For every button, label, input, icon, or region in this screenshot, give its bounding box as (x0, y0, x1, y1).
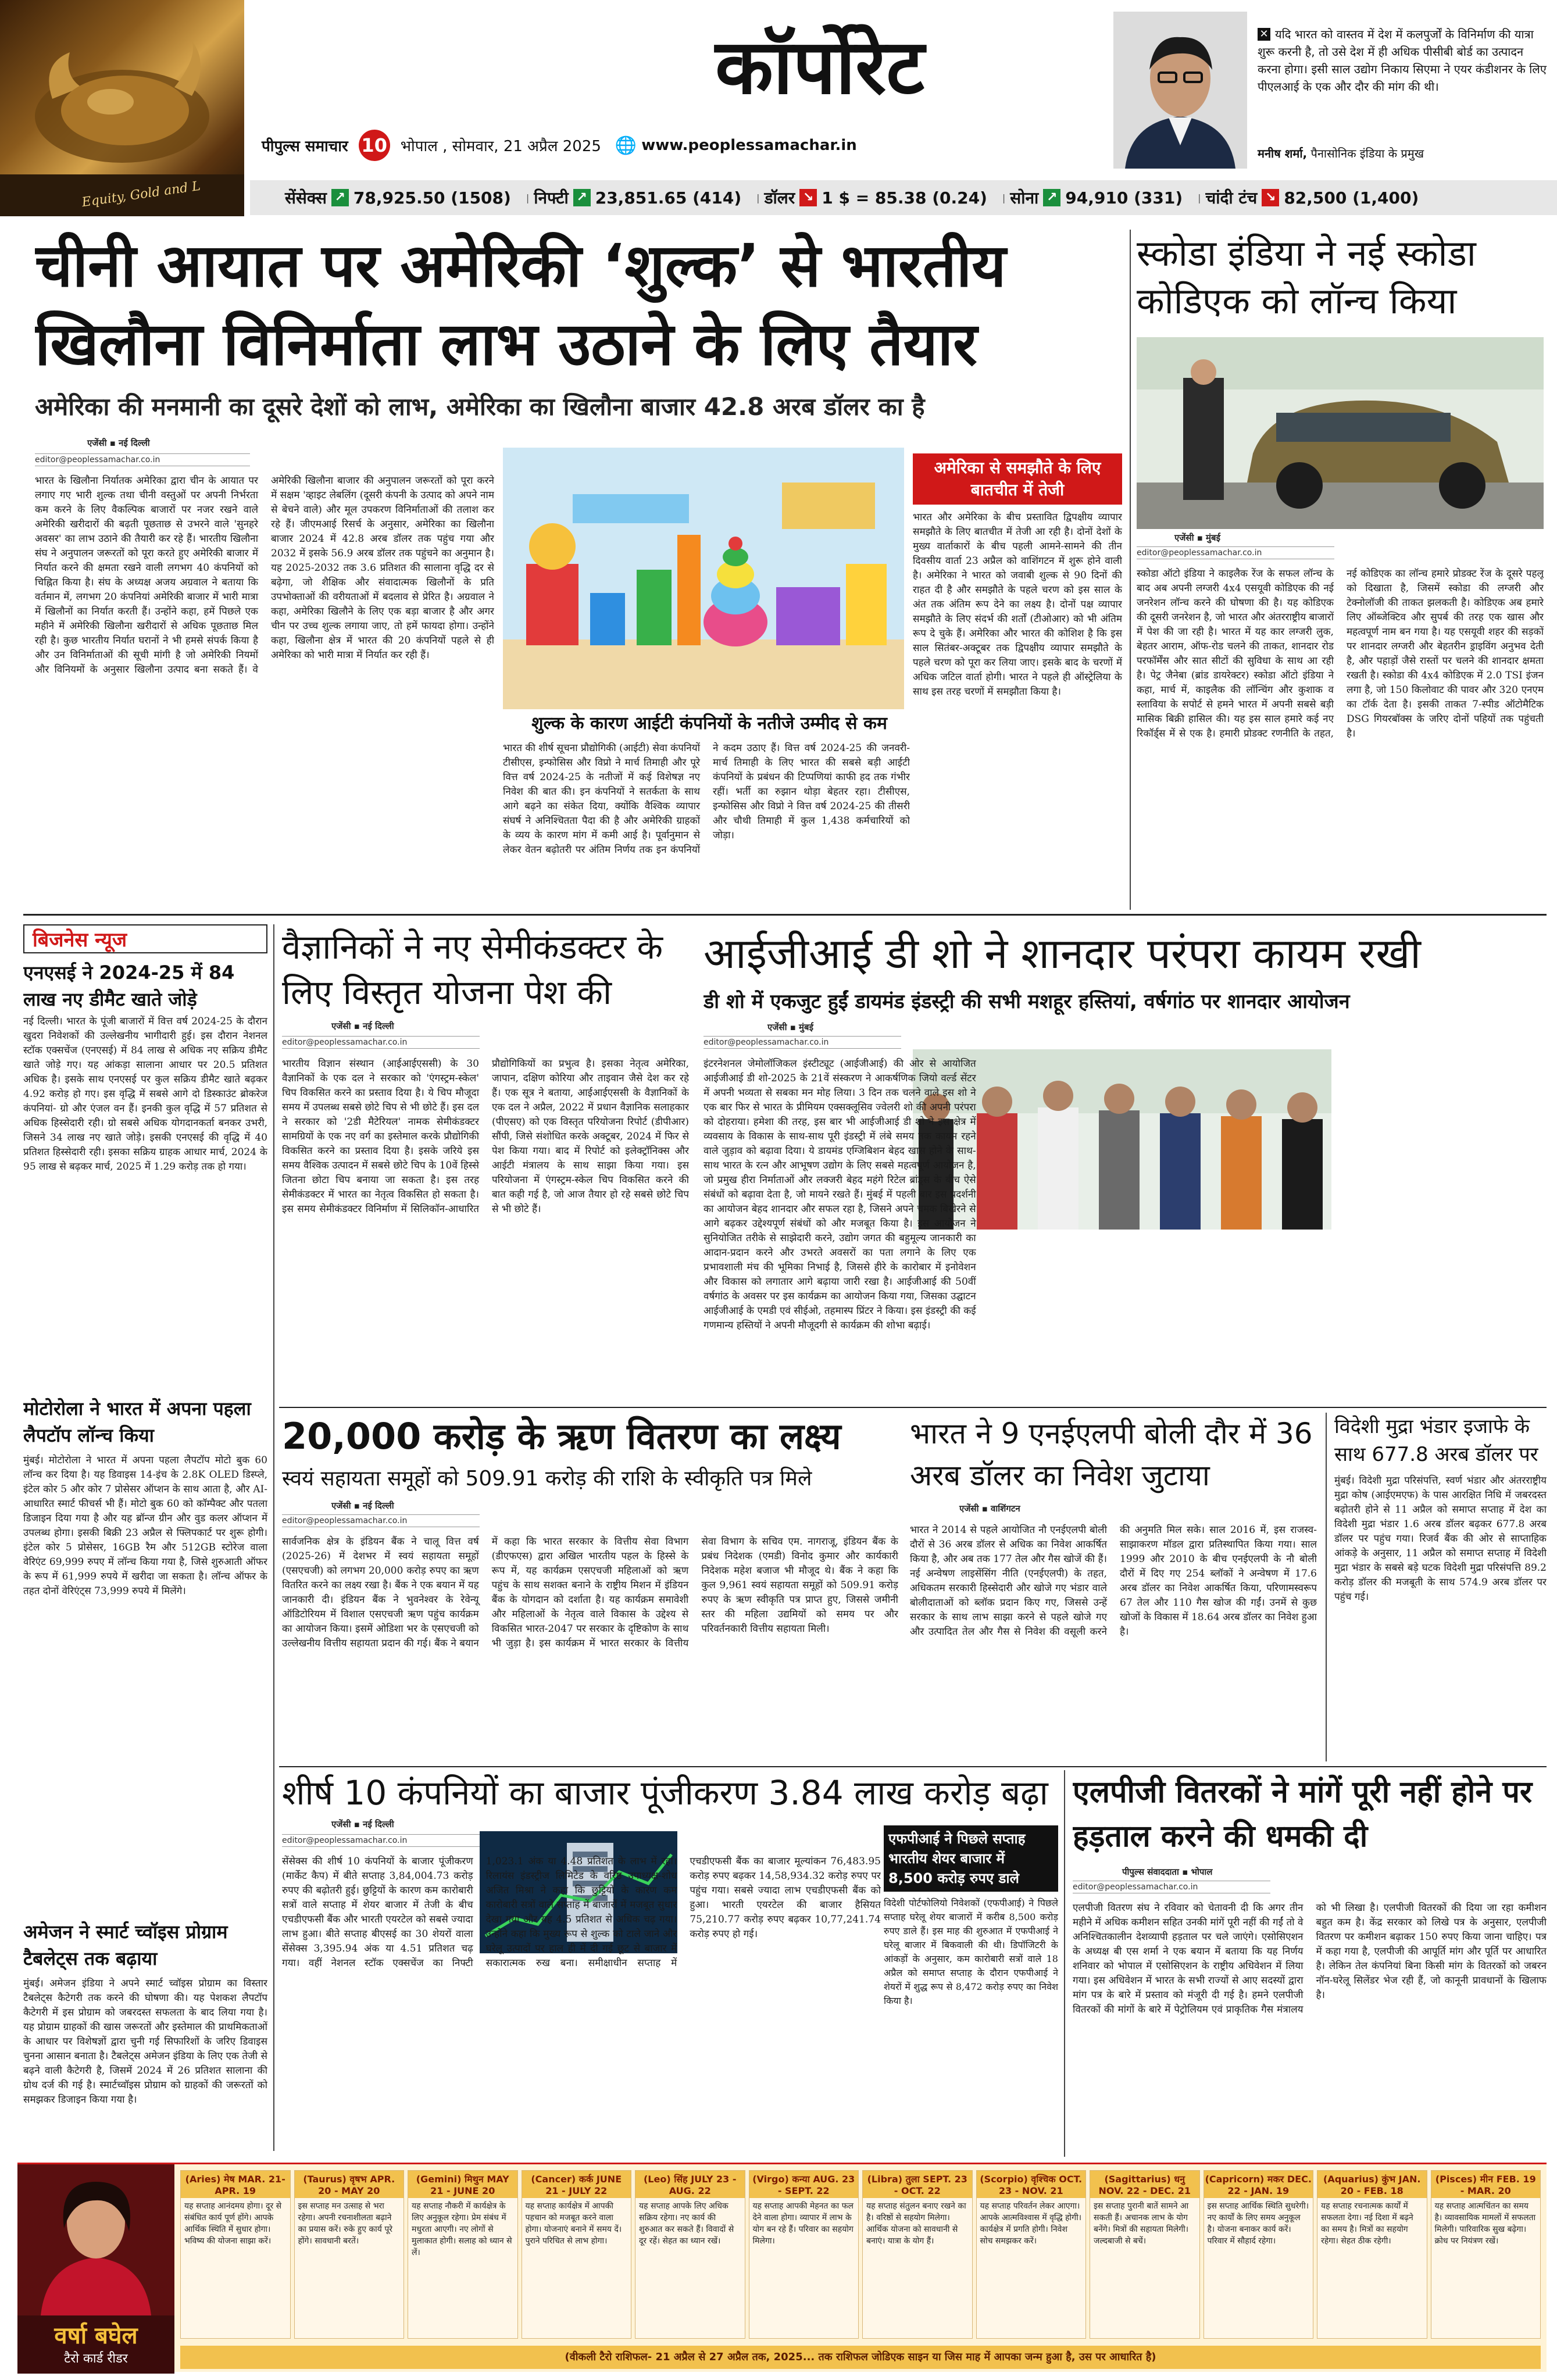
quote-author-name: मनीष शर्मा, (1258, 146, 1308, 160)
ticker-name: सेंसेक्स (285, 188, 327, 208)
forex-headline: विदेशी मुद्रा भंडार इजाफे के साथ 677.8 अरब डॉलर पर (1334, 1415, 1538, 1466)
us-talks-box (913, 453, 1122, 910)
quote-mark-icon: ✕ (1258, 28, 1270, 41)
page-number: 10 (359, 130, 390, 161)
section-rule (23, 914, 1547, 916)
website-link[interactable]: www.peoplessamachar.in (641, 137, 857, 154)
skoda-car-illustration (1137, 337, 1544, 529)
column-divider (1326, 1413, 1327, 1761)
fpi-box (884, 1825, 1058, 2157)
sign-prediction: यह सप्ताह आत्मचिंतन का समय है। व्यावसायिक मामलों में सफलता मिलेगी। पारिवारिक सुख बढ़ेगा। क्रोध पर नियंत्रण रखें। (1434, 2202, 1536, 2246)
sign-prediction: यह सप्ताह आपके लिए अधिक सक्रिय रहेगा। नए कार्य की शुरुआत कर सकते हैं। विवादों से दूर रहें। सेहत का ध्यान रखें। (639, 2202, 734, 2246)
forex-body: मुंबई। विदेशी मुद्रा परिसंपत्ति, स्वर्ण भंडार और अंतरराष्ट्रीय मुद्रा कोष (आईएमएफ) के पास आरक्षित निधि में जबरदस्त बढ़ोतरी होने से 11 अप्रैल को समाप्त सप्ताह में देश का विदेशी मुद्रा भंडार 1.6 अरब डॉलर बढ़कर 677.8 अरब डॉलर पर पहुंच गया। रिजर्व बैंक की ओर से साप्ताहिक आंकड़े के अनुसार, 11 अप्रैल को समाप्त सप्ताह में विदेशी मुद्रा भंडार के सबसे बड़े घटक विदेशी मुद्रा परिसंपत्ति 89.2 करोड़ डॉलर की मजबूती के साथ 574.9 अरब डॉलर पर पहुंच गई। (1334, 1475, 1547, 1603)
semicon-byline: एजेंसी ▪ नई दिल्ली (331, 1021, 394, 1031)
sign-prediction: इस सप्ताह आर्थिक स्थिति सुधरेगी। नए कार्यों के लिए समय अनुकूल है। योजना बनाकर कार्य करें। परिवार में सौहार्द रहेगा। (1207, 2202, 1309, 2246)
masthead-dateline-bar (262, 129, 1105, 162)
bull-photo (0, 0, 244, 216)
sign-prediction: यह सप्ताह कार्यक्षेत्र में आपकी पहचान को मजबूत करने वाला होगा। योजनाएं बनाने में समय दें। पुराने परिचित से लाभ होगा। (525, 2202, 622, 2246)
nelp-byline: एजेंसी ▪ वाशिंगटन (959, 1503, 1020, 1514)
demat-headline: एनएसई ने 2024-25 में 84 लाख नए डीमैट खाते जोड़े (23, 962, 235, 1010)
us-talks-body: भारत और अमेरिका के बीच प्रस्तावित द्विपक्षीय व्यापार समझौते के लिए बातचीत में तेजी आ रही है। दोनों देशों के मुख्य वार्ताकारों के बीच पहली आमने-सामने की तीन दिवसीय वार्ता 23 अप्रैल को वाशिंगटन में शुरू होने वाली है। अमेरिका ने भारत को जवाबी शुल्क से 90 दिनों की राहत दी है और समझौते के पहले चरण को इस साल के अंत तक अंतिम रूप देने का लक्ष्य है। दोनों पक्ष व्यापार समझौते के लिए संदर्भ की शर्तों (टीओआर) को भी अंतिम रूप दे चुके हैं। अमेरिका और भारत की कोशिश है कि इस साल सितंबर-अक्टूबर तक द्विपक्षीय व्यापार समझौते के पहले चरण को पूरा कर लिया जाए। इसके बाद के चरणों में अधिक जटिल वार्ता होगी। भारत ने पहले ही ऑस्ट्रेलिया के साथ इस तरह चरणों में समझौता किया है। (913, 512, 1122, 698)
horoscope-signs-grid (180, 2170, 1541, 2339)
sign-heading: (Cancer) कर्क JUNE 21 - JULY 22 (522, 2171, 631, 2198)
skoda-body: स्कोडा ऑटो इंडिया ने काइलैक रेंज के सफल लॉन्च के बाद अब अपनी लग्जरी 4x4 एसयूवी कोडिएक की नई जनरेशन लॉन्च करने की घोषणा की है। यह कोडिएक की दूसरी जनरेशन है, जो भारत और अंतरराष्ट्रीय बाजारों में पेश की जा रही है। भारत में यह कार लग्जरी लुक, बेहतर आराम, ऑफ-रोड चलने की ताकत, शानदार रोड परफॉर्मेंस और सात सीटों की सुविधा के साथ आ रही है। पेट्र जैनेबा (ब्रांड डायरेक्टर) स्कोडा ऑटो इंडिया ने कहा, मार्च में, काइलैक की लॉन्चिंग और कुशाक व स्लाविया के सपोर्ट से हमने भारत में अपनी सबसे बड़ी मासिक बिक्री हासिल की। यह इस साल हमारे कई नए रिकॉर्ड्स में से एक है। हमारी प्रोडक्ट रणनीति के तहत, नई कोडिएक का लॉन्च हमारे प्रोडक्ट रेंज के दूसरे पहलू को दिखाता है, जिसमें स्कोडा की लग्जरी और टेक्नोलॉजी की ताकत झलकती है। कोडिएक अब हमारे लिए ऑब्जेक्टिव और सुपर्ब की तरह एक खास और महत्वपूर्ण नाम बन गया है। यह एसयूवी शहर की सड़कों पर शानदार लग्जरी और बेहतरीन ड्राइविंग अनुभव देती है, और पहाड़ों जैसे रास्तों पर चलने की शानदार क्षमता रखती है। स्कोडा की 4x4 कोडिएक में 2.0 TSI इंजन लगा है, जो 150 किलोवाट की पावर और 320 एनएम का टॉर्क देता है। इसकी ताकत 7-स्पीड ऑटोमैटिक DSG गियरबॉक्स के जरिए दोनों पहियों तक पहुंचती है। (1137, 568, 1544, 739)
sign-heading: (Scorpio) वृश्चिक OCT. 23 - NOV. 21 (977, 2171, 1086, 2198)
sign-prediction: यह सप्ताह नौकरी में कार्यक्षेत्र के लिए अनुकूल रहेगा। प्रेम संबंध में मधुरता आएगी। नए लोगों से मुलाकात होगी। सलाह को ध्यान से लें। (412, 2202, 512, 2257)
section-rule (279, 1407, 1547, 1408)
lead-byline: एजेंसी ▪ नई दिल्ली (87, 438, 150, 448)
section-rule (279, 1766, 1547, 1767)
lead-headline-line2: खिलौना विनिर्माता लाभ उठाने के लिए तैयार (35, 310, 977, 379)
market-cap-byline: एजेंसी ▪ नई दिल्ली (331, 1819, 394, 1829)
skoda-car-photo (1137, 337, 1544, 529)
lead-headline-line1: चीनी आयात पर अमेरिकी ‘शुल्क’ से भारतीय (35, 231, 1006, 301)
horoscope-footer: (वीकली टैरो राशिफल- 21 अप्रैल से 27 अप्रैल तक, 2025... तक राशिफल जोडिएक साइन या जिस माह में आपका जन्म हुआ है, उस पर आधारित है) (180, 2346, 1541, 2369)
sign-heading: (Virgo) कन्या AUG. 23 - SEPT. 22 (749, 2171, 859, 2198)
nelp-headline: भारत ने 9 एनईएलपी बोली दौर में 36 अरब डॉलर का निवेश जुटाया (910, 1417, 1313, 1492)
toys-illustration (503, 448, 904, 709)
brand-name: पीपुल्स समाचार (262, 138, 348, 155)
us-talks-headline: अमेरिका से समझौते के लिए बातचीत में तेजी (913, 453, 1122, 505)
igi-subhead: डी शो में एकजुट हुईं डायमंड इंडस्ट्री की सभी मशहूर हस्तियां, वर्षगांठ पर शानदार आयोजन (703, 990, 1350, 1013)
sign-heading: (Libra) तुला SEPT. 23 - OCT. 22 (863, 2171, 972, 2198)
skoda-email[interactable]: editor@peoplessamachar.co.in (1137, 546, 1334, 559)
sign-prediction: यह सप्ताह आपकी मेहनत का फल देने वाला होगा। व्यापार में लाभ के योग बन रहे हैं। परिवार का सहयोग मिलेगा। (752, 2202, 854, 2246)
horoscope-sign (976, 2170, 1087, 2339)
quote-box (1113, 0, 1557, 174)
sign-prediction: इस सप्ताह पुरानी बातें सामने आ सकती हैं। अचानक लाभ के योग बनेंगे। मित्रों की सहायता मिलेगी। जल्दबाजी से बचें। (1094, 2202, 1189, 2246)
semicon-body: भारतीय विज्ञान संस्थान (आईआईएससी) के 30 वैज्ञानिकों के एक दल ने सरकार को 'एंगस्ट्रम-स्केल' चिप विकसित करने का प्रस्ताव दिया है। ये चिप मौजूदा समय में उपलब्ध सबसे छोटे चिप से भी छोटे हैं। इस दल ने सरकार को '2डी मैटेरियल' नामक सेमीकंडक्टर सामग्रियों के एक नए वर्ग का इस्तेमाल करके प्रौद्योगिकी विकसित करने का प्रस्ताव दिया है। इसके जरिये इस समय वैश्विक उत्पादन में सबसे छोटे चिप के 10वें हिस्से जितना छोटा चिप बनाया जा सकता है। इस तरह सेमीकंडक्टर में भारत का नेतृत्व विकसित हो सकता है। इस समय सेमीकंडक्टर विनिर्माण में सिलिकॉन-आधारित प्रौद्योगिकियों का प्रभुत्व है। इसका नेतृत्व अमेरिका, जापान, दक्षिण कोरिया और ताइवान जैसे देश कर रहे हैं। एक सूत्र ने बताया, आईआईएससी के वैज्ञानिकों के एक दल ने अप्रैल, 2022 में प्रधान वैज्ञानिक सलाहकार (पीएसए) को एक विस्तृत परियोजना रिपोर्ट (डीपीआर) सौंपी, जिसे संशोधित करके अक्टूबर, 2024 में फिर से पेश किया गया। बाद में रिपोर्ट को इलेक्ट्रॉनिक्स और आईटी मंत्रालय के साथ साझा किया गया। इस परियोजना में एंगस्ट्रम-स्केल चिप विकसित करने की बात कही गई है, जो आज तैयार हो रहे सबसे छोटे चिप से भी छोटे हैं। (282, 1058, 689, 1215)
lead-email[interactable]: editor@peoplessamachar.co.in (35, 453, 250, 466)
amazon-body: मुंबई। अमेजन इंडिया ने अपने स्मार्ट च्वॉइस प्रोग्राम का विस्तार टैबलेट्स कैटेगरी तक करने की घोषणा की। यह पेशकश लैपटॉप कैटेगरी में इस प्रोग्राम को जबरदस्त सफलता के बाद लिया गया है। यह प्रोग्राम ग्राहकों की खास जरूरतों और इस्तेमाल की प्राथमिकताओं के आधार पर विशेषज्ञों द्वारा चुनी गई सिफारिशों के जरिए डिवाइस चुनना आसान बनाता है। टैबलेट्स अमेजन इंडिया के लिए एक तेजी से बढ़ने वाली कैटेगरी है, जिसमें 2024 में 26 प्रतिशत सालाना की ग्रोथ दर्ज की गई है। स्मार्टच्वॉइस प्रोग्राम को ग्राहकों की जरूरतों को समझकर डिजाइन किया गया है। (23, 1978, 267, 2106)
quote-author-role: पैनासोनिक इंडिया के प्रमुख (1310, 146, 1424, 160)
author-portrait (1113, 12, 1247, 169)
igi-body: इंटरनेशनल जेमोलॉजिकल इंस्टीट्यूट (आईजीआई) की ओर से आयोजित आईजीआई डी शो-2025 के 21वें संस्करण ने आकर्षणिक जियो वर्ल्ड सेंटर में अपनी भव्यता से सबका मन मोह लिया। 3 दिन तक चलने वाले इस शो ने एक बार फिर से भारत के प्रीमियम एक्सक्लूसिव ज्वेलरी शो की अपनी परंपरा को दोहराया। हमेशा की तरह, इस बार भी आईजीआई डी शो ने इस क्षेत्र में व्यवसाय के विकास के साथ-साथ पूरी इंडस्ट्री में लंबे समय तक कायम रहने वाले जुड़ाव को बढ़ावा दिया। ये डायमंड एग्जिबिशन बेहद खास होने के साथ-साथ भारत के रत्न और आभूषण उद्योग के लिए सबसे महत्वपूर्ण आयोजन है, जो प्रमुख हीरा निर्माताओं और लक्जरी बेहद महंगे रिटेल ब्रांड्स के बीच ऐसे संबंधों को बढ़ावा देता है, जो मायने रखते हैं। मुंबई में पहली बार इस प्रदर्शनी का आयोजन बेहद शानदार और सफल रहा है, जिसने अपने चमक बिखेरने से आगे बढ़कर उद्देश्यपूर्ण संबंधों को और मजबूत किया है। इस आयोजन ने सुनियोजित तरीके से साझेदारी करने, उद्योग जगत की बहुमूल्य जानकारी का आदान-प्रदान करने और उभरते अवसरों का पता लगाने के लिए एक प्रभावशाली मंच की भूमिका निभाई है, जिससे हीरे के कारोबार में इनोवेशन और विकास को लगातार आगे बढ़ाया जारी रखा है। आईजीआई की 50वीं वर्षगांठ के अवसर पर इस कार्यक्रम का आयोजन किया गया, जिसका उद्घाटन आईजीआई के एमडी एवं सीईओ, तहमास्प प्रिंटर ने किया। इस इंडस्ट्री की कई गणमान्य हस्तियों ने अपनी मौजूदगी से कार्यक्रम की शोभा बढ़ाई। (703, 1058, 976, 1331)
dateline: भोपाल , सोमवार, 21 अप्रैल 2025 (400, 138, 601, 155)
sign-prediction: यह सप्ताह रचनात्मक कार्यों में सफलता देगा। नई दिशा में बढ़ने का समय है। मित्रों का सहयोग रहेगा। सेहत ठीक रहेगी। (1321, 2202, 1413, 2246)
skoda-byline: एजेंसी ▪ मुंबई (1174, 533, 1220, 543)
globe-icon: 🌐 (615, 135, 637, 156)
portrait-illustration (1113, 12, 1247, 169)
skoda-headline: स्कोडा इंडिया ने नई स्कोडा कोडिएक को लॉन्च किया (1137, 232, 1476, 322)
horoscope-sign (522, 2170, 632, 2339)
sign-heading: (Aries) मेष MAR. 21-APR. 19 (181, 2171, 290, 2198)
sign-prediction: यह सप्ताह आनंदमय होगा। दूर से संबंधित कार्य पूर्ण होंगे। आपके आर्थिक स्थिति में सुधार होगा। भविष्य की योजना साझा करें। (184, 2202, 282, 2246)
demat-body: नई दिल्ली। भारत के पूंजी बाजारों में वित्त वर्ष 2024-25 के दौरान खुदरा निवेशकों की उल्लेखनीय भागीदारी हुई। इस दौरान नेशनल स्टॉक एक्सचेंज (एनएसई) में 84 लाख से अधिक नए सक्रिय डीमैट खाते जोड़े गए। यह आंकड़ा सालाना आधार पर 20.5 प्रतिशत अधिक है। इसके साथ एनएसई पर कुल सक्रिय डीमैट खाते बढ़कर 4.92 करोड़ हो गए। इस वृद्धि में सबसे आगे दो डिस्काउंट ब्रोकरेज कंपनियां- ग्रो और एंजल वन हैं। इनकी कुल वृद्धि में 57 प्रतिशत से अधिक हिस्सेदारी रही। ग्रो सबसे अधिक योगदानकर्ता बनकर उभरी, जिसने 34 लाख नए खाते जोड़े। इसकी एनएसई की वृद्धि में 40 प्रतिशत हिस्सेदारी रही। इसका सक्रिय ग्राहक आधार मार्च, 2024 के 95 लाख से बढ़कर मार्च, 2025 में 1.29 करोड़ तक हो गया। (23, 1016, 267, 1173)
ticker-row (285, 187, 1429, 209)
semicon-headline: वैज्ञानिकों ने नए सेमीकंडक्टर के लिए विस्तृत योजना पेश की (282, 927, 663, 1012)
sign-heading: (Pisces) मीन FEB. 19 - MAR. 20 (1431, 2171, 1541, 2198)
ticker-value: 94,910 (331) (1065, 188, 1183, 208)
horoscope-sign (1431, 2170, 1541, 2339)
horoscope-sign (862, 2170, 973, 2339)
quote-author (1258, 145, 1554, 161)
lead-body: भारत के खिलौना निर्यातक अमेरिका द्वारा चीन के आयात पर लगाए गए भारी शुल्क तथा चीनी वस्तुओं पर अपनी निर्भरता कम करने के लिए वैकल्पिक बाजारों पर नजर रखने वाले अमेरिकी खरीदारों की बढ़ती पूछताछ से उभरने वाले 'सुनहरे अवसर' का लाभ उठाने की तैयारी कर रहे हैं। भारतीय खिलौना संघ ने अनुपालन जरूरतों को पूरा करते हुए अमेरिकी बाजार में निर्यात करने की क्षमता रखने वाली लगभग 40 कंपनियों को चिह्नित किया है। संघ के अध्यक्ष अजय अग्रवाल ने बताया कि वर्तमान में, लगभग 20 कंपनियां अमेरिकी बाजार में भारी मात्रा में खिलौनों का निर्यात करती हैं। उन्होंने कहा, हमें पिछले एक महीने में अमेरिकी खिलौना खरीदारों से अधिक पूछताछ मिल रही है। कुछ भारतीय निर्यात घरानों ने भी हमसे संपर्क किया है और उन विनिर्माताओं की सूची मांगी है जो अमेरिकी नियमों और विनियमों के अनुसार खिलौना उत्पाद बना सकते हैं। वे अमेरिकी खिलौना बाजार की अनुपालन जरूरतों को पूरा करने में सक्षम 'व्हाइट लेबलिंग (दूसरी कंपनी के उत्पाद को अपने नाम से बेचने वाले) और मूल उपकरण विनिर्माताओं की तलाश कर रहे हैं। जीएमआई रिसर्च के अनुसार, अमेरिका का खिलौना बाजार 2024 में 42.8 अरब डॉलर तक पहुंच गया और 2032 में इसके 56.9 अरब डॉलर तक पहुंचने का अनुमान है। यह 2025-2032 तक 3.6 प्रतिशत की सालाना वृद्धि दर से बढ़ेगा, जो शैक्षिक और संवादात्मक खिलौनों के प्रति उपभोक्ताओं की वरीयताओं में बदलाव से प्रेरित है। अग्रवाल ने कहा, अमेरिका खिलौने के लिए एक बड़ा बाजार है और अगर चीन पर उच्च शुल्क लगाया जाए, तो हमें फायदा होगा। उन्होंने कहा, खिलौना क्षेत्र में भारत की 20 कंपनियों पहले से ही अमेरिका को भारी मात्रा में निर्यात कर रही हैं। (35, 475, 494, 676)
lpg-email[interactable]: editor@peoplessamachar.co.in (1073, 1881, 1270, 1893)
ticker-separator: | (526, 192, 530, 203)
horoscope-sign (749, 2170, 859, 2339)
horoscope-sign (180, 2170, 291, 2339)
igi-email[interactable]: editor@peoplessamachar.co.in (703, 1036, 901, 1049)
toys-photo-caption: शुल्क के कारण आईटी कंपनियों के नतीजे उम्मीद से कम (531, 713, 887, 734)
market-cap-headline: शीर्ष 10 कंपनियों का बाजार पूंजीकरण 3.84 लाख करोड़ बढ़ा (282, 1773, 1048, 1813)
igi-byline: एजेंसी ▪ मुंबई (767, 1022, 813, 1032)
ticker-name: डॉलर (764, 188, 795, 208)
amazon-headline: अमेजन ने स्मार्ट च्वॉइस प्रोग्राम टैबलेट्स तक बढ़ाया (23, 1921, 228, 1970)
sign-heading: (Leo) सिंह JULY 23 - AUG. 22 (635, 2171, 745, 2198)
horoscope-sign (1090, 2170, 1200, 2339)
sign-heading: (Sagittarius) धनु NOV. 22 - DEC. 21 (1090, 2171, 1199, 2198)
ticker-separator: | (1002, 192, 1006, 203)
bull-statue-illustration (0, 0, 244, 216)
ticker-name: सोना (1010, 188, 1039, 208)
nelp-body: भारत ने 2014 से पहले आयोजित नौ एनईएलपी बोली दौरों से 36 अरब डॉलर से अधिक का निवेश आकर्षित किया है, और अब तक 177 तेल और गैस खोजें की हैं। नई अन्वेषण लाइसेंसिंग नीति (एनईएलपी) के तहत, अधिकतम सरकारी हिस्सेदारी और खोजे गए भंडार वाले बोलीदाताओं को ब्लॉक प्रदान किए गए, जिससे उन्हें सरकार के साथ लाभ साझा करने से पहले खोजे गए और उत्पादित तेल और गैस से निवेश की वसूली करने की अनुमति मिल सके। साल 2016 में, इस राजस्व-साझाकरण मॉडल द्वारा प्रतिस्थापित किया गया। साल 1999 और 2010 के बीच एनईएलपी के नौ बोली दौरों में दिए गए 254 ब्लॉकों ने अन्वेषण में 17.6 अरब डॉलर का निवेश आकर्षित किया, परिणामस्वरूप 67 तेल और 110 गैस खोज की गईं। उनमें से कुछ खोजों के विकास में 18.64 अरब डॉलर का निवेश हुआ है। (910, 1524, 1317, 1638)
tarot-reader-illustration (17, 2164, 174, 2315)
ticker-value: 23,851.65 (414) (595, 188, 742, 208)
quote-text: यदि भारत को वास्तव में देश में कलपुर्जों के विनिर्माण की यात्रा शुरू करनी है, तो उसे देश में ही अधिक पीसीबी बोर्ड का उत्पादन करना होगा। इसी साल उद्योग निकाय सिएमा ने एयर कंडीशनर के लिए पीएलआई के एक और दौर की मांग की थी। (1258, 27, 1547, 94)
ticker-value: 1 $ = 85.38 (0.24) (822, 188, 987, 208)
horoscope-sign (408, 2170, 518, 2339)
fpi-body: विदेशी पोर्टफोलियो निवेशकों (एफपीआई) ने पिछले सप्ताह घरेलू शेयर बाजारों में करीब 8,500 करोड़ रुपए डाले हैं। इस माह की शुरुआत में एफपीआई ने घरेलू बाजार में बिकवाली की थी। डिपॉजिटरी के आंकड़ों के अनुसार, कम कारोबारी सत्रों वाले 18 अप्रैल को समाप्त सप्ताह के दौरान एफपीआई ने शेयरों में शुद्ध रूप से 8,472 करोड़ रुपए का निवेश किया है। (884, 1897, 1058, 2006)
sign-prediction: यह सप्ताह परिवर्तन लेकर आएगा। आपके आत्मविश्वास में वृद्धि होगी। कार्यक्षेत्र में प्रगति होगी। निवेश सोच समझकर करें। (980, 2202, 1082, 2246)
column-divider (1064, 1770, 1065, 2157)
fpi-headline: एफपीआई ने पिछले सप्ताह भारतीय शेयर बाजार में 8,500 करोड़ रुपए डाले (884, 1825, 1058, 1892)
sign-heading: (Capricorn) मकर DEC. 22 - JAN. 19 (1204, 2171, 1313, 2198)
horoscope-sign (294, 2170, 405, 2339)
ticker-item (765, 187, 987, 209)
market-cap-email[interactable]: editor@peoplessamachar.co.in (282, 1834, 480, 1847)
ticker-name: चांदी टंच (1205, 188, 1258, 208)
market-cap-body: सेंसेक्स की शीर्ष 10 कंपनियों के बाजार पूंजीकरण (मार्केट कैप) में बीते सप्ताह 3,84,004.73 करोड़ रुपए की बढ़ोतरी हुई। छुट्टियों के कारण कम कारोबारी सत्रों वाले सप्ताह में शेयर बाजार में तेजी के बीच एचडीएफसी बैंक और भारती एयरटेल को सबसे ज्यादा लाभ हुआ। बीते सप्ताह बीएसई का 30 शेयरों वाला सेंसेक्स 3,395.94 अंक या 4.51 प्रतिशत चढ़ गया। वहीं नेशनल स्टॉक एक्सचेंज का निफ्टी 1,023.1 अंक या 4.48 प्रतिशत के लाभ में रहा। रिलायंस इंडस्ट्रीज लिमिटेड के वरिष्ठ उपाध्यक्ष-शोध अजित मिश्रा ने कहा कि छुट्टियों के कारण कम कारोबारी सत्रों वाले सप्ताह में बाजारों में मजबूत सुधार देखा गया और यह 4.5 प्रतिशत से अधिक चढ़ गया। उन्होंने कहा कि मुख्य रूप से शुल्क को टाले जाने और घरेलू उत्पादों पर हाल ही में दी गई छूट से बाजार में सकारात्मक रुख बना। समीक्षाधीन सप्ताह में एचडीएफसी बैंक का बाजार मूल्यांकन 76,483.95 करोड़ रुपए बढ़कर 14,58,934.32 करोड़ रुपए पर पहुंच गया। सबसे ज्यादा लाभ एचडीएफसी बैंक को हुआ। भारती एयरटेल की बाजार हैसियत 75,210.77 करोड़ रुपए बढ़कर 10,77,241.74 करोड़ रुपए हो गई। (282, 1856, 881, 1969)
ticker-item (285, 187, 511, 209)
ticker-item (534, 187, 741, 209)
sign-heading: (Gemini) मिथुन MAY 21 - JUNE 20 (408, 2171, 517, 2198)
lpg-byline: पीपुल्स संवाददाता ▪ भोपाल (1122, 1867, 1213, 1877)
it-story-body: भारत की शीर्ष सूचना प्रौद्योगिकी (आईटी) सेवा कंपनियों टीसीएस, इन्फोसिस और विप्रो ने मार्च तिमाही और पूरे वित्त वर्ष 2024-25 के नतीजों में कई विशेषज्ञ नए निवेश की बात की। इन कंपनियों ने सतर्कता के साथ आगे बढ़ने का संकेत दिया, क्योंकि वैश्विक व्यापार संघर्ष ने अनिश्चितता पैदा की है और अमेरिकी ग्राहकों के व्यय के कारण मांग में कमी आई है। पूर्वानुमान से लेकर वेतन बढ़ोतरी पर अंतिम निर्णय तक इन कंपनियों ने कदम उठाए हैं। वित्त वर्ष 2024-25 की जनवरी-मार्च तिमाही के लिए भारत की सबसे बड़ी आईटी कंपनियों के प्रबंधन की टिप्पणियां काफी हद तक गंभीर रहीं। भर्ती का रुझान थोड़ा बेहतर रहा। टीसीएस, इन्फोसिस और विप्रो ने वित्त वर्ष 2024-25 की तीसरी और चौथी तिमाही में कुल 1,438 कर्मचारियों को जोड़ा। (503, 742, 910, 856)
arrow-down-icon: ↘ (799, 189, 817, 206)
tarot-reader-name: वर्षा बघेल (54, 2322, 138, 2349)
loan-body: सार्वजनिक क्षेत्र के इंडियन बैंक ने चालू वित्त वर्ष (2025-26) में देशभर में स्वयं सहायता समूहों (एसएचजी) को लगभग 20,000 करोड़ रुपए का ऋण वितरित करने का लक्ष्य रखा है। बैंक ने एक बयान में यह जानकारी दी। इंडियन बैंक ने भुवनेश्वर के रेवेन्यू ऑडिटोरियम में विशाल एसएचजी ऋण पहुंच कार्यक्रम का आयोजन किया। इसमें ओडिशा भर के एसएचजी को उल्लेखनीय वित्तीय सहायता प्रदान की गई। बैंक ने बयान में कहा कि भारत सरकार के वित्तीय सेवा विभाग (डीएफएस) द्वारा अखिल भारतीय पहल के हिस्से के रूप में, यह कार्यक्रम एसएचजी महिलाओं को ऋण पहुंच के साथ सशक्त बनाने के राष्ट्रीय मिशन में इंडियन बैंक के योगदान को दर्शाता है। यह कार्यक्रम समावेशी और महिलाओं के नेतृत्व वाले विकास के उद्देश्य से विकसित भारत-2047 पर सरकार के दृष्टिकोण के साथ भी जुड़ा है। इस कार्यक्रम में भारत सरकार के वित्तीय सेवा विभाग के सचिव एम. नागराजू, इंडियन बैंक के प्रबंध निदेशक (एमडी) विनोद कुमार और कार्यकारी निदेशक महेश बजाज भी मौजूद थे। बैंक ने कहा कि कुल 9,961 स्वयं सहायता समूहों को 509.91 करोड़ रुपए के ऋण स्वीकृति पत्र प्राप्त हुए, जिससे जमीनी स्तर की महिला उद्यमियों को समय पर और परिवर्तनकारी वित्तीय सहायता मिली। (282, 1536, 898, 1649)
business-news-label (23, 924, 267, 953)
horoscope-section (17, 2163, 1547, 2372)
semicon-email[interactable]: editor@peoplessamachar.co.in (282, 1036, 480, 1049)
business-news-label-text: बिजनेस न्यूज (33, 928, 127, 952)
motorola-body: मुंबई। मोटोरोला ने भारत में अपना पहला लैपटॉप मोटो बुक 60 लॉन्च कर दिया है। यह डिवाइस 14-इंच के 2.8K OLED डिस्प्ले, इंटेल कोर 5 और कोर 7 प्रोसेसर ऑप्शन के साथ आता है, और AI-आधारित स्मार्ट फीचर्स भी हैं। मोटो बुक 60 को कॉम्पैक्ट और पतला डिजाइन दिया गया है और यह ब्रॉन्ज ग्रीन और वुड कलर ऑप्शन में उपलब्ध होगा। इसकी बिक्री 23 अप्रैल से फ्लिपकार्ट पर शुरू होगी। इंटेल कोर 5 प्रोसेसर, 16GB रैम और 512GB स्टोरेज वाला वेरिएंट 69,999 रुपए में लॉन्च किया गया है, जिसे शुरुआती ऑफर के रूप में 61,999 रुपये में खरीदा जा सकता है। लॉन्च ऑफर के तहत दोनों वेरिएंट्स 73,999 रुपये में मिलेंगे। (23, 1455, 267, 1597)
lead-subhead: अमेरिका की मनमानी का दूसरे देशों को लाभ, अमेरिका का खिलौना बाजार 42.8 अरब डॉलर का है (35, 392, 925, 421)
sign-heading: (Taurus) वृषभ APR. 20 - MAY 20 (295, 2171, 404, 2198)
bull-caption: Equity, Gold and L (81, 178, 202, 210)
loan-headline: 20,000 करोड़ के ऋण वितरण का लक्ष्य (282, 1415, 841, 1457)
igi-headline: आईजीआई डी शो ने शानदार परंपरा कायम रखी (703, 929, 1421, 978)
lpg-body: एलपीजी वितरण संघ ने रविवार को चेतावनी दी कि अगर तीन महीने में अधिक कमीशन सहित उनकी मांगें पूरी नहीं की गईं तो वे अनिश्चितकालीन देशव्यापी हड़ताल पर चले जाएंगे। एसोसिएशन के अध्यक्ष बी एस शर्मा ने एक बयान में बताया कि यह निर्णय शनिवार को भोपाल में एसोसिएशन के राष्ट्रीय अधिवेशन में लिया गया। इस अधिवेशन में भारत के सभी राज्यों से आए सदस्यों द्वारा मांग पत्र के बारे में प्रस्ताव को मंजूरी दी गई है। हमने एलपीजी वितरकों की मांगों के बारे में पेट्रोलियम एवं प्राकृतिक गैस मंत्रालय को भी लिखा है। एलपीजी वितरकों की दिया जा रहा कमीशन बहुत कम है। केंद्र सरकार को लिखे पत्र के अनुसार, एलपीजी वितरण पर कमीशन बढ़ाकर 150 रुपए किया जाना चाहिए। पत्र में कहा गया है, एलपीजी की आपूर्ति मांग और पूर्ति पर आधारित है। लेकिन तेल कंपनियां बिना किसी मांग के वितरकों को जबरन नॉन-घरेलू सिलेंडर भेज रही हैं, जो कानूनी प्रावधानों के खिलाफ है। (1073, 1902, 1547, 2016)
ticker-value: 82,500 (1,400) (1284, 188, 1419, 208)
masthead-title: कॉर्पोरेट (715, 23, 924, 111)
sign-heading: (Aquarius) कुंभ JAN. 20 - FEB. 18 (1317, 2171, 1427, 2198)
toys-photo (503, 448, 904, 709)
column-divider (1130, 230, 1131, 910)
loan-email[interactable]: editor@peoplessamachar.co.in (282, 1514, 480, 1527)
sign-prediction: इस सप्ताह मन उत्साह से भरा रहेगा। अपनी रचनाशीलता बढ़ाने का प्रयास करें। रुके हुए कार्य पूरे होंगे। सावधानी बरतें। (298, 2202, 393, 2246)
horoscope-sign (1204, 2170, 1314, 2339)
ticker-separator: | (1198, 192, 1201, 203)
arrow-up-icon: ↗ (331, 189, 349, 206)
column-divider (273, 924, 274, 2151)
loan-subhead: स्वयं सहायता समूहों को 509.91 करोड़ की राशि के स्वीकृति पत्र मिले (282, 1467, 812, 1491)
arrow-up-icon: ↗ (1043, 189, 1060, 206)
sign-prediction: यह सप्ताह संतुलन बनाए रखने का है। वरिष्ठों से सहयोग मिलेगा। आर्थिक योजना को सावधानी से बनाएं। यात्रा के योग हैं। (866, 2202, 966, 2246)
loan-byline: एजेंसी ▪ नई दिल्ली (331, 1500, 394, 1511)
tarot-reader-title: टैरो कार्ड रीडर (64, 2352, 128, 2366)
ticker-value: 78,925.50 (1508) (353, 188, 511, 208)
ticker-item (1206, 187, 1419, 209)
arrow-down-icon: ↘ (1262, 189, 1279, 206)
ticker-item (1010, 187, 1183, 209)
arrow-up-icon: ↗ (573, 189, 591, 206)
market-ticker (250, 180, 1557, 215)
ticker-separator: | (756, 192, 760, 203)
horoscope-sign (1317, 2170, 1427, 2339)
lpg-headline: एलपीजी वितरकों ने मांगें पूरी नहीं होने पर हड़ताल करने की धमकी दी (1073, 1775, 1533, 1854)
tarot-reader-portrait (17, 2164, 174, 2374)
motorola-headline: मोटोरोला ने भारत में अपना पहला लैपटॉप लॉन्च किया (23, 1398, 251, 1446)
horoscope-sign (635, 2170, 745, 2339)
ticker-name: निफ्टी (534, 188, 569, 208)
